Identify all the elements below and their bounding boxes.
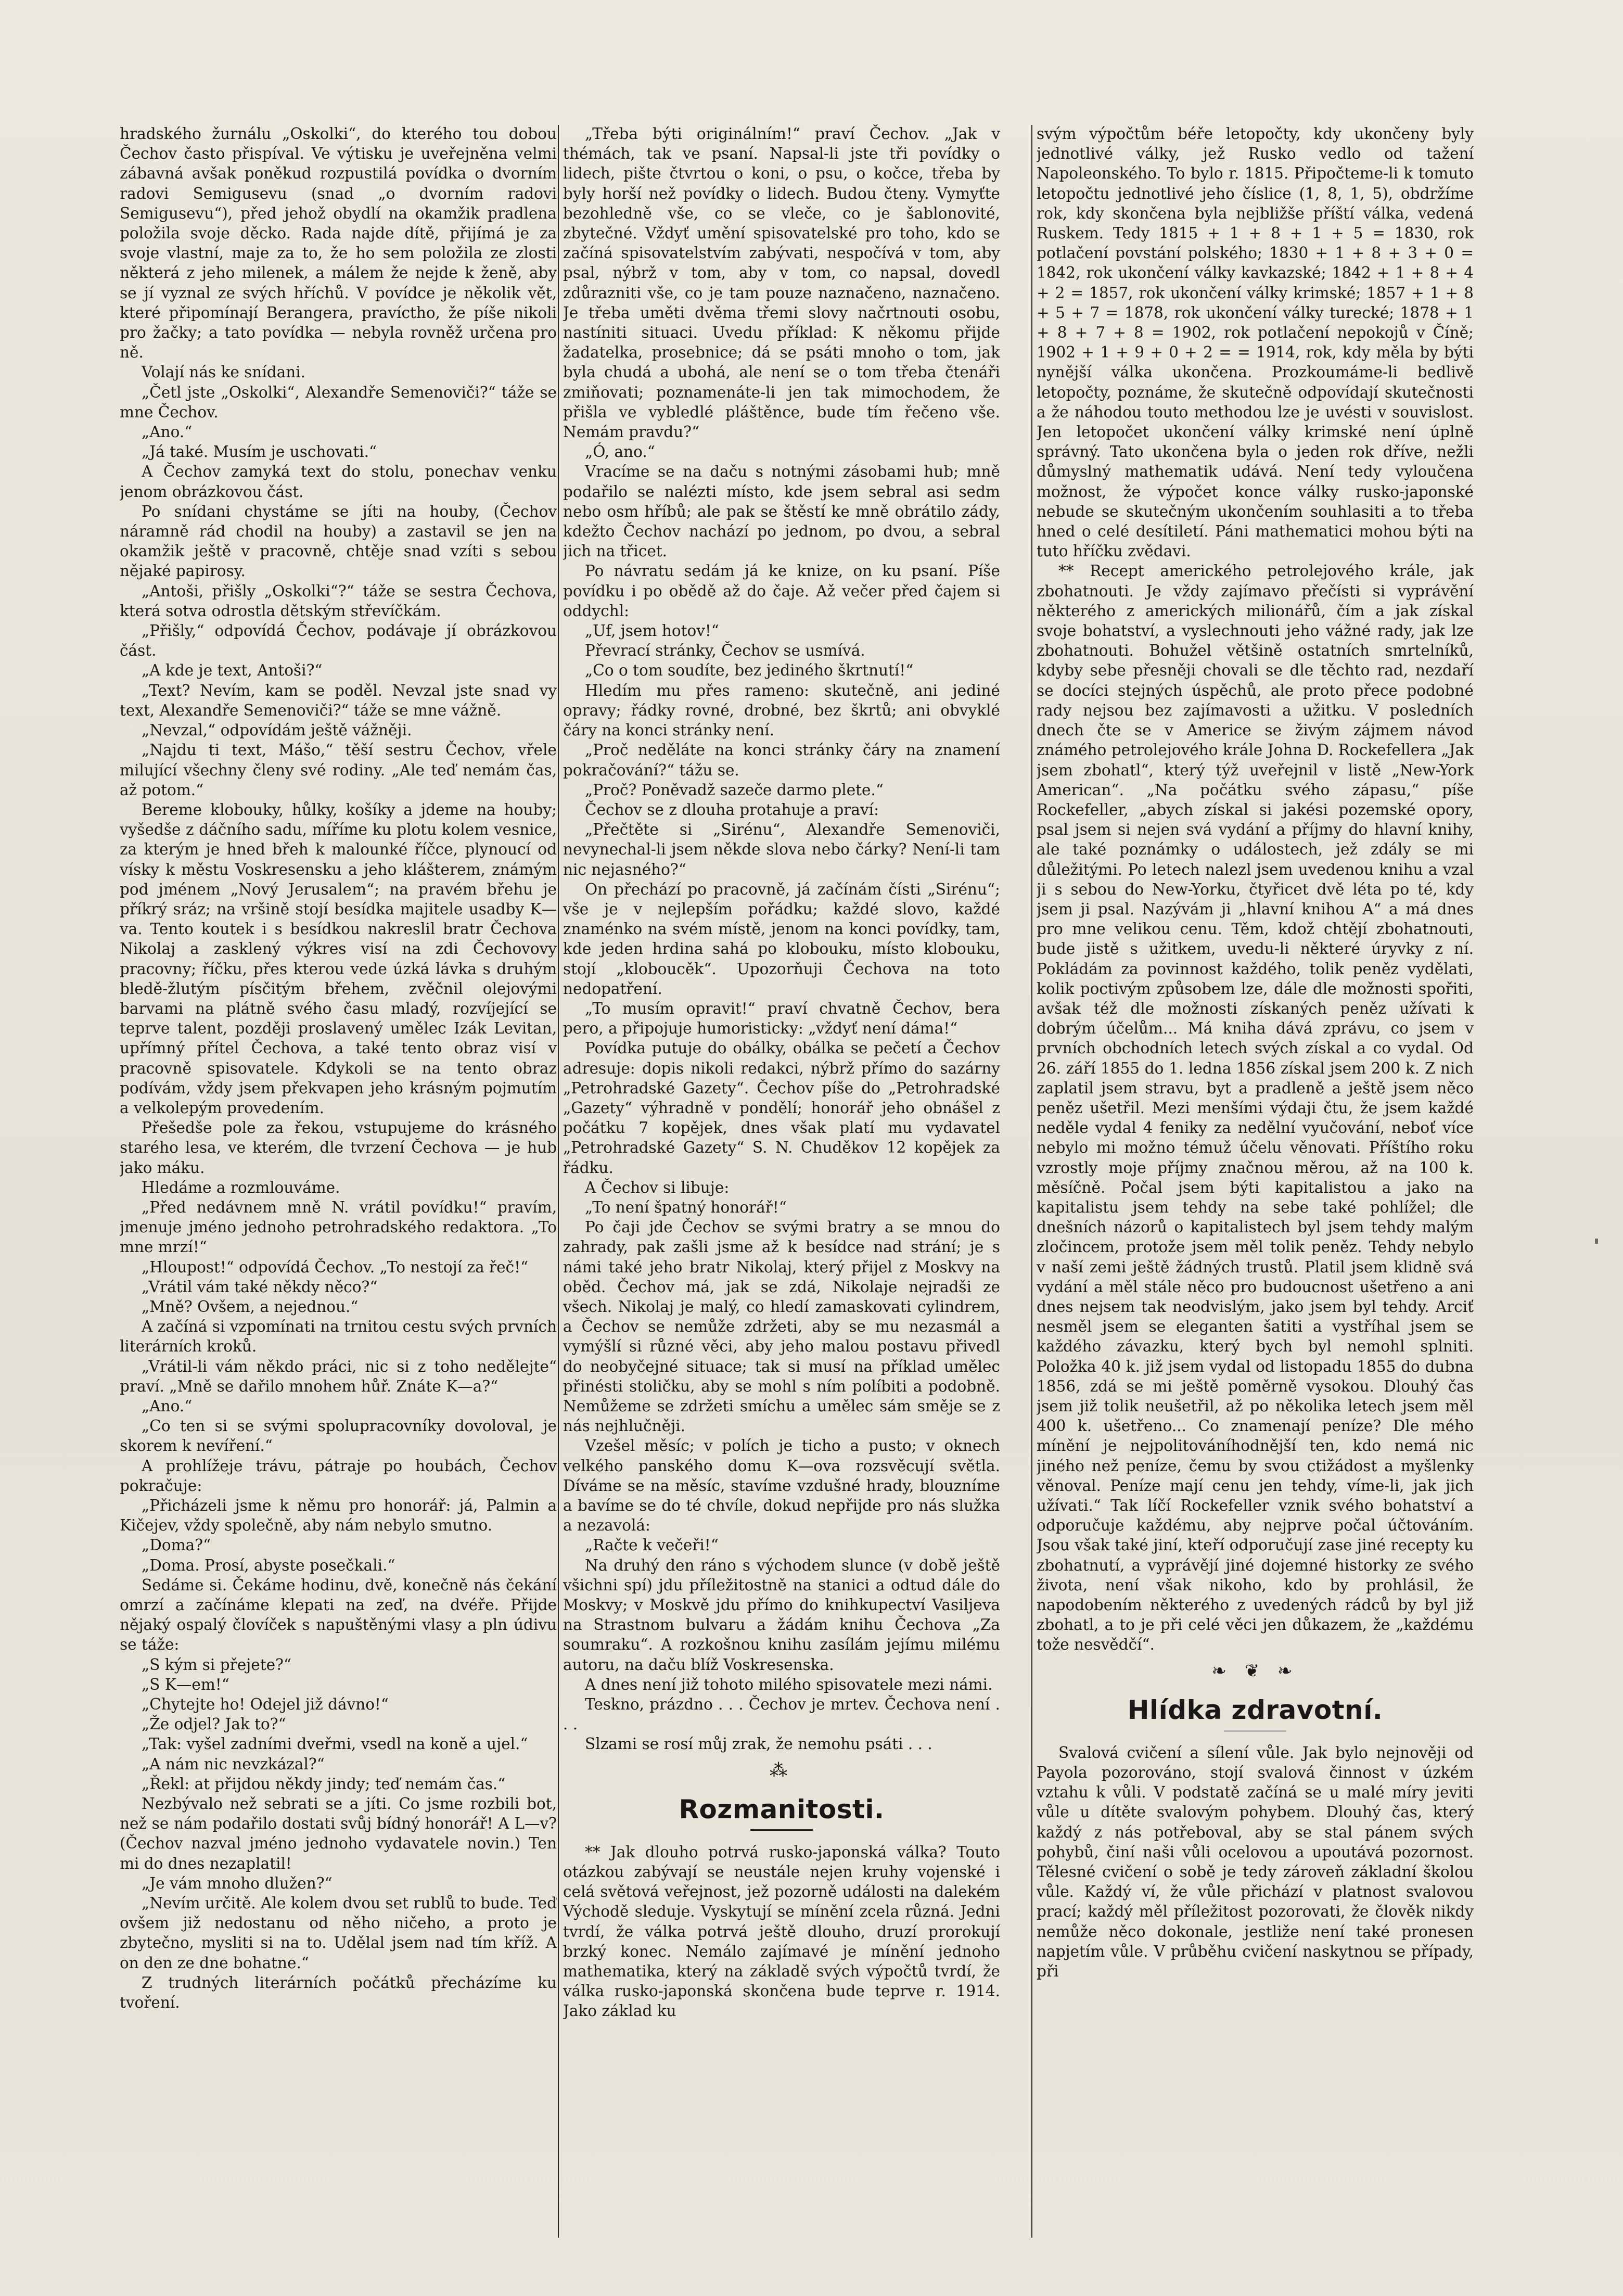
paragraph: „Přicházeli jsme k němu pro honorář: já, Palmin a Kičejev, vždy společně, aby nám nebylo smutno. (120, 1497, 557, 1535)
paragraph: „Proč neděláte na konci stránky čáry na znamení pokračování?“ tážu se. (563, 741, 1000, 779)
paragraph: A Čechov zamyká text do stolu, ponechav venku jenom obrázkovou část. (120, 463, 557, 501)
paragraph: „Uf, jsem hotov!“ (585, 622, 719, 640)
paragraph: „To není špatný honorář!“ (585, 1198, 787, 1216)
paragraph: „Najdu ti text, Mášo,“ těší sestru Čechov, vřele milující všechny členy své rodiny. „Ale teď nemám čas, až potom.“ (120, 741, 557, 799)
column-divider (1031, 125, 1032, 2238)
paragraph: „A kde je text, Antoši?“ (142, 661, 323, 680)
paragraph: „Ano.“ (142, 1397, 193, 1415)
paragraph: „Že odjel? Jak to?“ (142, 1715, 286, 1733)
column-middle (563, 124, 1000, 2242)
ornament-divider: ⁂ (770, 1759, 794, 1781)
paragraph: Po návratu sedám já ke knize, on ku psaní. Píše povídku i po obědě až do čaje. Až večer před čajem si oddychl: (563, 562, 1000, 620)
section-heading-hlidka-zdravotni: Hlídka zdravotní. (1127, 1694, 1383, 1725)
paragraph: „Text? Nevím, kam se poděl. Nevzal jste snad vy text, Alexandře Semenoviči?“ táže se mne vážně. (120, 681, 557, 719)
paragraph: „Je vám mnoho dlužen?“ (142, 1874, 333, 1892)
paragraph: „To musím opravit!“ praví chvatně Čechov, bera pero, a připojuje humoristicky: „vždyť není dáma!“ (563, 999, 1000, 1038)
paragraph: Svalová cvičení a sílení vůle. Jak bylo nejnověji od Payola pozorováno, stojí svalová činnost v úzkém vztahu k vůli. V podstatě začíná se u malé míry jeviti vůle u dítěte svalovým pohybem. Dlouhý čas, který každý z nás potřeboval, aby se stal pánem svých pohybů, činí naši vůli ocelovou a upoutává pozornost. Tělesné cvičení o sobě je tedy zároveň základní školou vůle. Každý ví, že vůle přichází v platnost svalovou prací; každý měl příležitost pozorovati, že člověk nikdy nemůže něco dokonale, jestliže není také pronesen napjetím vůle. V průběhu cvičení naskytnou se případy, při (1037, 1743, 1474, 1981)
paragraph: „Doma. Prosí, abyste posečkali.“ (142, 1556, 395, 1574)
heading-rule (750, 1829, 813, 1831)
paragraph: „Doma?“ (142, 1536, 211, 1554)
paragraph: A prohlížeje trávu, pátraje po houbách, Čechov pokračuje: (120, 1457, 557, 1495)
paragraph: Nezbývalo než sebrati se a jíti. Co jsme rozbili bot, než se nám podařilo dostati svůj bídný honorář! A L—v? (Čechov nazval jméno jednoho vydavatele novin.) Ten mi do dnes nezaplatil! (120, 1795, 557, 1872)
paragraph: „Co ten si se svými spolupracovníky dovoloval, je skorem k nevíření.“ (120, 1417, 557, 1455)
paragraph: „Antoši, přišly „Oskolki“?“ táže se sestra Čechova, která sotva odrostla dětským střevíčkám. (120, 582, 557, 620)
paragraph: Z trudných literárních počátků přecházíme ku tvoření. (120, 1973, 557, 2012)
paragraph: „Račte k večeři!“ (585, 1536, 719, 1554)
paragraph: „Já také. Musím je uschovati.“ (142, 443, 377, 461)
paragraph: Volají nás ke snídani. (142, 363, 306, 381)
paragraph: hradského žurnálu „Oskolki“, do kterého tou dobou Čechov často přispíval. Ve výtisku je uveřejněna velmi zábavná avšak poněkud rozpustilá povídka o dvorním radovi Semigusevu (snad „o dvorním radovi Semigusevu“), před jehož obydlí na okamžik pradlena položila svoje děcko. Rada najde dítě, přijímá je za svoje vlastní, maje za to, že ho sem položila ze zlosti některá z jeho milenek, a málem že nejde k ženě, aby se jí vyznal ze svých hříchů. V povídce je několik vět, které připomínají Berangera, pravíctho, že píše nikoli pro žačky; a tato povídka — nebyla rovněž určena pro ně. (120, 125, 557, 362)
heading-rule (1224, 1730, 1286, 1731)
paragraph: Vracíme se na daču s notnými zásobami hub; mně podařilo se nalézti místo, kde jsem sebral asi sedm nebo osm hříbů; ale pak se štěstí ke mně obrátilo zády, kdežto Čechov nachází po jednom, po dvou, a sebral jich na třicet. (563, 463, 1000, 560)
paragraph: „Tak: vyšel zadními dveřmi, vsedl na koně a ujel.“ (142, 1735, 528, 1753)
paragraph: Slzami se rosí můj zrak, že nemohu psáti . . . (585, 1735, 932, 1753)
paragraph: Povídka putuje do obálky, obálka se pečetí a Čechov adresuje: dopis nikoli redakci, nýbrž přímo do sazárny „Petrohradské Gazety“. Čechov píše do „Petrohradské „Gazety“ výhradně v pondělí; honorář jeho obnášel z počátku 7 kopějek, dnes však platí mu vydavatel „Petrohradské Gazety“ S. N. Chuděkov 12 kopějek za řádku. (563, 1039, 1000, 1177)
paragraph: „Ó, ano.“ (585, 443, 655, 461)
paragraph: Převrací stránky, Čechov se usmívá. (585, 642, 865, 660)
paragraph: „Přečtěte si „Sirénu“, Alexandře Semenoviči, nevynechal-li jsem někde slova nebo čárky? Není-li tam nic nejasného?“ (563, 821, 1000, 878)
section-heading-rozmanitosti: Rozmanitosti. (679, 1794, 885, 1825)
paragraph: ** Recept amerického petrolejového krále, jak zbohatnouti. Je vždy zajímavo přečísti si vyprávění některého z amerických milionářů, čím a jak získal svoje bohatství, a vyslechnouti jeho vážné rady, jak lze zbohatnouti. Bohužel většině ostatních smrtelníků, kdyby sebe přesněji chovali se dle těchto rad, nezdaří se docíci stejných úspěchů, ale proto přece podobné rady nejsou bez zajímavosti a užitku. V posledních dnech čte se v Americe se živým zájmem návod známého petrolejového krále Johna D. Rockefellera „Jak jsem zbohatl“, který týž uveřejnil v listě „New-York American“. „Na počátku svého zápasu,“ píše Rockefeller, „abych získal si jakési pozemské opory, psal jsem si nejen svá vydání a příjmy do hlavní knihy, ale také poznámky o událostech, jež zdály se mi důležitými. Po letech nalezl jsem uvedenou knihu a vzal ji s sebou do New-Yorku, čtyřicet dvě léta po té, kdy jsem ji psal. Nazývám ji „hlavní knihou A“ a má dnes pro mne velikou cenu. Těm, kdož chtějí zbohatnouti, bude jistě s užitkem, uvedu-li některé úryvky z ní. Pokládám za povinnost každého, tolik peněz vydělati, kolik poctivým způsobem lze, dále dle možnosti spořiti, avšak též dle možnosti získaných peněz užívati k dobrým účelům... Má kniha dává zprávu, co jsem v prvních obchodních letech svých získal a co vydal. Od 26. září 1855 do 1. ledna 1856 získal jsem 200 k. Z nich zaplatil jsem stravu, byt a pradleně a ještě jsem něco peněz ušetřil. Mezi menšími výdaji čtu, že jsem každé neděle vydal 4 feniky za nedělní vyučování, neboť více nebylo mi možno témuž účelu věnovati. Příštího roku vzrostly moje příjmy značnou měrou, až na 100 k. měsíčně. Počal jsem býti kapitalistou a jako na kapitalistu jsem tehdy na sebe také pohlížel; dle dnešních názorů o kapitalistech byl jsem tehdy malým zločincem, protože jsem měl tolik peněz. Tehdy nebylo v naší zemi ještě žádných trustů. Platil jsem klidně svá vydání a měl stále něco pro budoucnost ušetřeno a ani dnes nejsem tak neodvislým, jako jsem byl tehdy. Arciť nesměl jsem se eleganten šatiti a vystříhal jsem se každého závazku, který bych byl nemohl splniti. Položka 40 k. již jsem vydal od listopadu 1855 do dubna 1856, zdá se mi ještě poměrně vysokou. Dlouhý čas jsem již tolik neušetřil, až po několika letech jsem měl 400 k. ušetřeno... Co znamenají peníze? Dle mého mínění je nejpolitováníhodnější ten, kdo nemá nic jiného než peníze, čemu by svou ctižádost a myšlenky věnoval. Peníze mají cenu jen tehdy, víme-li, jak jich užívati.“ Tak líčí Rockefeller vznik svého bohatství a odporučuje každému, aby nejprve počal účtováním. Jsou však také jiní, kteří odporučují zase jiné recepty ku zbohatnutí, a vyprávějí jiné dojemné historky ze svého života, není však nikoho, kdo by prohlásil, že napodobením některého z uvedených rádců by byl již zbohatl, a to je při celé věci jen důkazem, že „každému tože nesvědčí“. (1037, 562, 1474, 1654)
paragraph: A dnes není již tohoto milého spisovatele mezi námi. (585, 1675, 993, 1693)
paragraph: „Četl jste „Oskolki“, Alexandře Semenoviči?“ táže se mne Čechov. (120, 383, 557, 421)
paragraph: A Čechov si libuje: (585, 1178, 730, 1196)
paragraph: „Vrátil vám také někdy něco?“ (142, 1278, 378, 1296)
paragraph: „Co o tom soudíte, bez jediného škrtnutí!“ (585, 661, 914, 680)
paragraph: Na druhý den ráno s východem slunce (v době ještě všichni spí) jdu příležitostně na stanici a odtud dále do Moskvy; v Moskvě jdu přímo do knihkupectví Vasiljeva na Strastnom bulvaru a žádám knihu Čechova „Za soumraku“. A rozkošnou knihu zasílám jejímu milému autoru, na daču blíž Voskresenska. (563, 1556, 1000, 1674)
page-edge-mark (1595, 1239, 1598, 1244)
paragraph: „Hloupost!“ odpovídá Čechov. „To nestojí za řeč!“ (142, 1258, 529, 1276)
paragraph: Po snídani chystáme se jíti na houby, (Čechov náramně rád chodil na houby) a zastavil se jen na okamžik ještě v pracovně, chtěje snad vzíti s sebou nějaké papirosy. (120, 502, 557, 580)
paragraph: „Ano.“ (142, 423, 193, 441)
paragraph: „Proč? Poněvadž sazeče darmo plete.“ (585, 781, 884, 799)
memoir-continuation (563, 124, 1000, 1754)
paragraph: „S K—em!“ (142, 1675, 229, 1693)
paragraph: „Chytejte ho! Odejel již dávno!“ (142, 1695, 389, 1714)
paragraph: Hledáme a rozmlouváme. (142, 1178, 340, 1196)
paragraph: Bereme klobouky, hůlky, košíky a jdeme na houby; vyšedše z dáčního sadu, míříme ku plotu kolem vesnice, za kterým je hned břeh k malounké říčce, plynoucí od vísky k městu Voskresensku a jeho klášterem, známým pod jménem „Nový Jerusalem“; na pravém břehu je příkrý sráz; na vršině stojí besídka majitele usadby K—va. Tento koutek i s besídkou nakreslil bratr Čechova Nikolaj a zasklený výkres visí na zdi Čechovovy pracovny; říčku, přes kterou vede úzká lávka s druhým bledě-žlutým písčitým břehem, zvěčnil olejovými barvami na plátně svého času mladý, rozvíjející se teprve talent, později proslavený umělec Izák Levitan, upřímný přítel Čechova, a také tento obraz visí v pracovně spisovatele. Kdykoli se na tento obraz podívám, vždy jsem překvapen jeho krásným pojmutím a velkolepým provedením. (120, 800, 557, 1117)
paragraph: „Nevzal,“ odpovídám ještě vážněji. (142, 721, 412, 739)
paragraph: „Přišly,“ odpovídá Čechov, podávaje jí obrázkovou část. (120, 622, 557, 660)
paragraph: „S kým si přejete?“ (142, 1655, 291, 1674)
paragraph: „Nevím určitě. Ale kolem dvou set rublů to bude. Teď ovšem již nedostanu od něho ničeho, a proto je zbytečno, mysliti si na to. Udělal jsem nad tím kříž. A on den ze dne bohatne.“ (120, 1894, 557, 1972)
rozmanitosti-section (563, 1842, 1000, 2021)
paragraph: Po čaji jde Čechov se svými bratry a se mnou do zahrady, pak zašli jsme až k besídce nad strání; je s námi také jeho bratr Nikolaj, který přijel z Moskvy na oběd. Čechov má, jak se zdá, Nikolaje nejradši ze všech. Nikolaj je malý, co hledí zamaskovati cylindrem, a Čechov se nemůže zdržeti, aby se mu nezasmál a vymýšlí si různé věci, aby jeho malou postavu přivedl do neobyčejné situace; tak si musí na příklad umělec přinésti stoličku, aby se mohl s ním políbiti a podobně. Nemůžeme se zdržeti smíchu a umělec sám směje se z nás nejhlučněji. (563, 1218, 1000, 1435)
paragraph: Vzešel měsíc; v polích je ticho a pusto; v oknech velkého panského domu K—ova rozsvěcují světla. Díváme se na měsíc, stavíme vzdušné hrady, blouzníme a bavíme se do té chvíle, dokud nepřijde pro nás služka a nezavolá: (563, 1437, 1000, 1535)
paragraph: Teskno, prázdno . . . Čechov je mrtev. Čechova není . . . (563, 1695, 1000, 1733)
column-divider (558, 125, 559, 2238)
paragraph: „Vrátil-li vám někdo práci, nic si z toho nedělejte“ praví. „Mně se dařilo mnohem hůř. Znáte K—a?“ (120, 1357, 557, 1395)
paragraph: A začíná si vzpomínati na trnitou cestu svých prvních literárních kroků. (120, 1318, 557, 1356)
paragraph: „Třeba býti originálním!“ praví Čechov. „Jak v thémách, tak ve psaní. Napsal-li jste tři povídky o lidech, pište čtvrtou o koni, o psu, o kočce, třeba by byly horší než povídky o lidech. Budou čteny. Vymyťte bezohledně vše, co se vleče, co je šablonovité, zbytečné. Vždyť umění spisovatelské pro toho, kdo se začíná spisovatelstvím zabývati, nespočívá v tom, aby psal, nýbrž v tom, aby v tom, co napsal, dovedl zdůrazniti vše, co je tam pouze naznačeno, naznačeno. Je třeba uměti dvěma třemi slovy načrtnouti osobu, nastíniti situaci. Uvedu příklad: K někomu přijde žadatelka, prosebnice; dá se psáti mnoho o tom, jak byla chudá a ubohá, ale není se o tom třeba čtenáři zmiňovati; poznamenáte-li jen tak mimochodem, že přišla ve vybledlé pláštěnce, bude tím řečeno vše. Nemám pravdu?“ (563, 125, 1000, 441)
paragraph: Přešedše pole za řekou, vstupujeme do krásného starého lesa, ve kterém, dle tvrzení Čechova — je hub jako máku. (120, 1119, 557, 1177)
paragraph: Čechov se z dlouha protahuje a praví: (585, 800, 879, 819)
column-left (120, 124, 557, 2242)
rozmanitosti-continuation (1037, 124, 1474, 1655)
hlidka-zdravotni-section (1037, 1743, 1474, 1981)
column-right (1037, 124, 1474, 2242)
paragraph: „Mně? Ovšem, a nejednou.“ (142, 1297, 359, 1316)
paragraph: On přechází po pracovně, já začínám čísti „Sirénu“; vše je v nejlepším pořádku; každé slovo, každé znaménko na svém místě, jenom na konci povídky, tam, kde jeden hrdina sahá po klobouku, místo klobouku, stojí „kloboucěk“. Upozorňuji Čechova na toto nedopatření. (563, 880, 1000, 998)
paragraph: ** Jak dlouho potrvá rusko-japonská válka? Touto otázkou zabývají se neustále nejen kruhy vojenské i celá světová veřejnost, jež pozorně události na dalekém Východě sleduje. Vyskytují se mínění zcela různá. Jedni tvrdí, že válka potrvá ještě dlouho, druzí prorokují brzký konec. Nemálo zajímavé je mínění jednoho mathematika, který na základě svých výpočtů tvrdí, že válka rusko-japonská skončena bude teprve r. 1914. Jako základ ku (563, 1843, 1000, 2020)
paragraph: svým výpočtům béře letopočty, kdy ukončeny byly jednotlivé války, jež Rusko vedlo od tažení Napoleonského. To bylo r. 1815. Připočteme-li k tomuto letopočtu jednotlivé jeho číslice (1, 8, 1, 5), obdržíme rok, kdy skončena byla nejbližše příští válka, vedená Ruskem. Tedy 1815 + 1 + 8 + 1 + 5 = 1830, rok potlačení povstání polského; 1830 + 1 + 8 + 3 + 0 = 1842, rok ukončení války kavkazské; 1842 + 1 + 8 + 4 + 2 = 1857, rok ukončení války krimské; 1857 + 1 + 8 + 5 + 7 = 1878, rok ukončení války turecké; 1878 + 1 + 8 + 7 + 8 = 1902, rok potlačení nepokojů v Číně; 1902 + 1 + 9 + 0 + 2 = = 1914, rok, kdy měla by býti nynější válka ukončena. Prozkoumáme-li bedlivě letopočty, poznáme, že skutečně odpovídají skutečnosti a že náhodou touto methodou lze je uvésti v souvislost. Jen letopočet ukončení války krimské není úplně správný. Tato ukončena byla o jeden rok dříve, nežli důmyslný mathematik udává. Není tedy vyloučena možnost, že výpočet konce války rusko-japonské nebude se skutečným ukončením souhlasiti a to třeba hned o celé desítiletí. Páni mathematici mohou býti na tuto hříčku zvědavi. (1037, 125, 1474, 560)
paragraph: „A nám nic nevzkázal?“ (142, 1755, 325, 1773)
paragraph: Hledím mu přes rameno: skutečně, ani jediné opravy; řádky rovné, drobné, bez škrtů; ani obvyklé čáry na konci stránky není. (563, 681, 1000, 739)
paragraph: Sedáme si. Čekáme hodinu, dvě, konečně nás čekání omrzí a začínáme klepati na zeď, na dvéře. Přijde nějaký ospalý človíček s napuštěnými vlasy a pln údivu se táže: (120, 1576, 557, 1654)
paragraph: „Řekl: at přijdou někdy jindy; teď nemám čas.“ (142, 1775, 506, 1793)
paragraph: „Před nedávnem mně N. vrátil povídku!“ pravím, jmenuje jméno jednoho petrohradského redaktora. „To mne mrzí!“ (120, 1198, 557, 1256)
ornament-divider: ❧ ❦ ❧ (1211, 1660, 1299, 1681)
